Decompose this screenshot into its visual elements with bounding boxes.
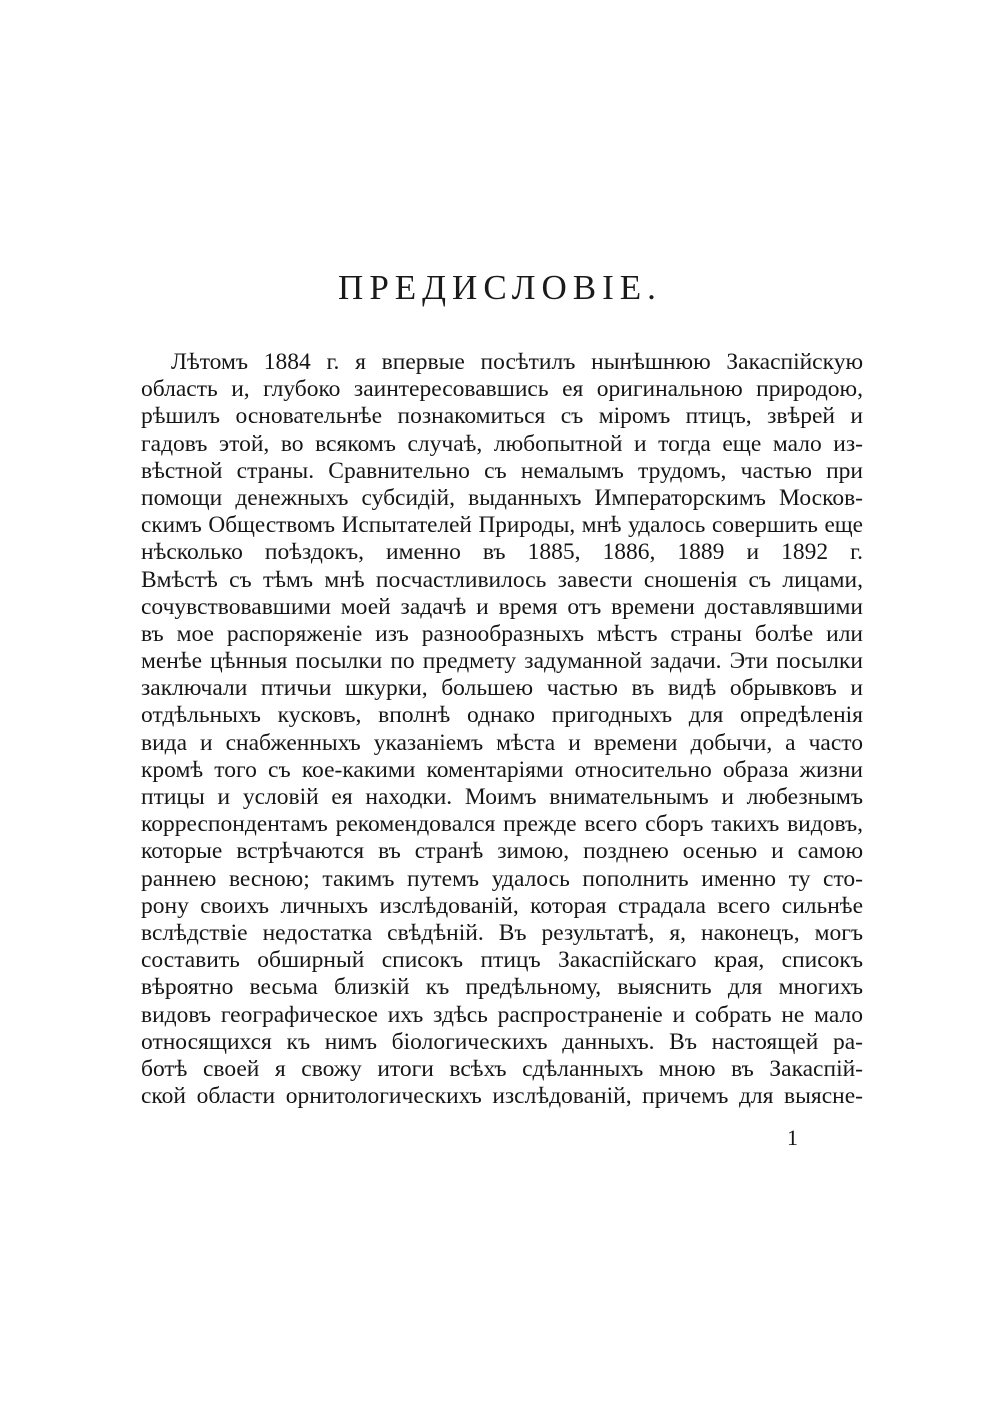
text-line: отдѣльныхъ кусковъ, вполнѣ однако пригодныхъ для опредѣленія <box>141 702 863 729</box>
text-line: которые встрѣчаются въ странѣ зимою, позднею осенью и самою <box>141 838 863 865</box>
text-line: Лѣтомъ 1884 г. я впервые посѣтилъ нынѣшнюю Закаспійскую <box>171 349 863 375</box>
preface-paragraph <box>141 349 863 1110</box>
text-line: составить обширный списокъ птицъ Закаспійскаго края, списокъ <box>141 947 863 974</box>
page-number: 1 <box>787 1125 798 1150</box>
text-line: нѣсколько поѣздокъ, именно въ 1885, 1886, 1889 и 1892 г. <box>141 539 863 566</box>
text-line: кромѣ того съ кое-какими коментаріями относительно образа жизни <box>141 756 863 783</box>
text-line: заключали птичьи шкурки, большею частью въ видѣ обрывковъ и <box>141 675 863 702</box>
text-line: относящихся къ нимъ біологическихъ данныхъ. Въ настоящей ра- <box>141 1028 863 1055</box>
text-line: въ мое распоряженіе изъ разнообразныхъ мѣстъ страны болѣе или <box>141 620 863 647</box>
text-line: вѣроятно весьма близкій къ предѣльному, выяснить для многихъ <box>141 974 863 1001</box>
text-line: ской области орнитологическихъ изслѣдованій, причемъ для выясне- <box>141 1083 863 1110</box>
text-line: Вмѣстѣ съ тѣмъ мнѣ посчастливилось завести сношенія съ лицами, <box>141 566 863 593</box>
text-line: менѣе цѣнныя посылки по предмету задуманной задачи. Эти посылки <box>141 648 863 675</box>
text-line: вѣстной страны. Сравнительно съ немалымъ трудомъ, частью при <box>141 457 863 484</box>
text-line: птицы и условій ея находки. Моимъ внимательнымъ и любезнымъ <box>141 784 863 810</box>
text-line: рону своихъ личныхъ изслѣдованій, которая страдала всего сильнѣе <box>141 892 863 919</box>
text-line: область и, глубоко заинтересовавшись ея оригинальною природою, <box>141 376 863 403</box>
text-line: корреспондентамъ рекомендовался прежде всего сборъ такихъ видовъ, <box>141 811 863 838</box>
text-line: вслѣдствіе недостатка свѣдѣній. Въ результатѣ, я, наконецъ, могъ <box>141 919 863 946</box>
text-line: гадовъ этой, во всякомъ случаѣ, любопытной и тогда еще мало из- <box>141 430 863 457</box>
text-line: рѣшилъ основательнѣе познакомиться съ міромъ птицъ, звѣрей и <box>141 403 863 430</box>
page-title: ПРЕДИСЛОВІЕ. <box>338 268 662 307</box>
text-line: помощи денежныхъ субсидій, выданныхъ Императорскимъ Москов- <box>141 484 863 511</box>
text-line: раннею весною; такимъ путемъ удалось пополнить именно ту сто- <box>141 865 863 892</box>
text-line: скимъ Обществомъ Испытателей Природы, мнѣ удалось совершить еще <box>141 512 863 539</box>
text-line: видовъ географическое ихъ здѣсь распространеніе и собрать не мало <box>141 1001 863 1028</box>
text-line: ботѣ своей я свожу итоги всѣхъ сдѣланныхъ мною въ Закаспій- <box>141 1055 863 1082</box>
text-line: вида и снабженныхъ указаніемъ мѣста и времени добычи, а часто <box>141 729 863 756</box>
text-line: сочувствовавшими моей задачѣ и время отъ времени доставлявшими <box>141 593 863 620</box>
